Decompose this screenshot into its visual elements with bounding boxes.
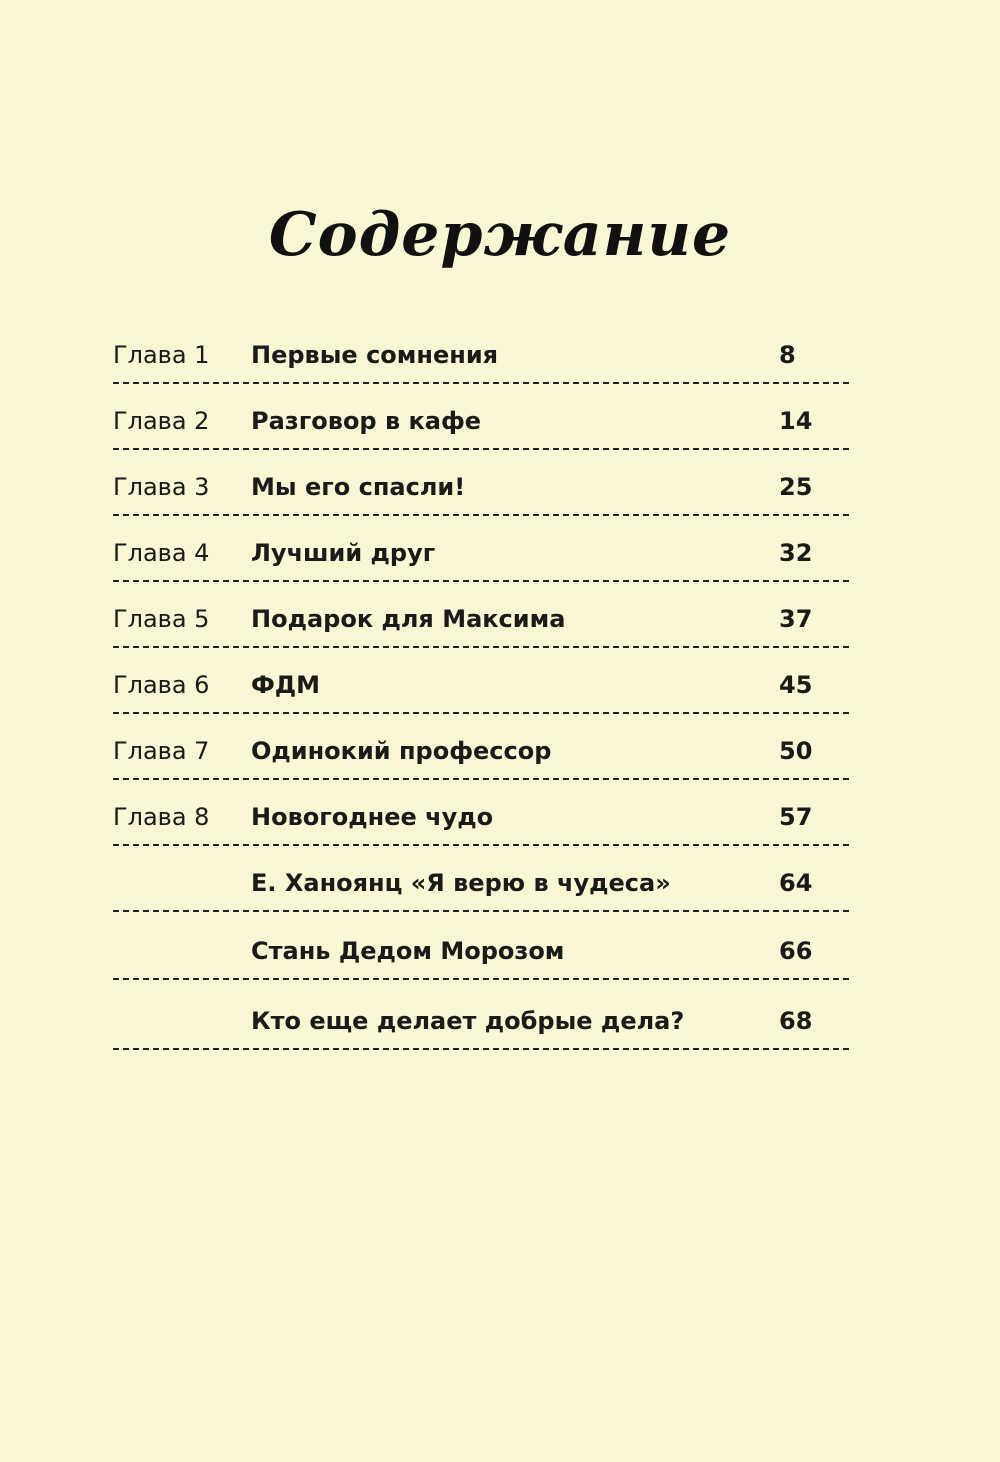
toc-chapter-label: Глава 1: [113, 341, 210, 369]
toc-entry-title: Лучший друг: [251, 539, 436, 567]
toc-row: [113, 318, 849, 384]
toc-chapter-label: Глава 3: [113, 473, 210, 501]
toc-entry-title: Мы его спасли!: [251, 473, 466, 501]
toc-chapter-label: Глава 2: [113, 407, 210, 435]
toc-entry-title: Е. Ханоянц «Я верю в чудеса»: [251, 869, 671, 897]
toc-chapter-label: Глава 6: [113, 671, 210, 699]
toc-entry-title: Разговор в кафе: [251, 407, 482, 435]
toc-chapter-label: Глава 5: [113, 605, 210, 633]
toc-chapter-label: Глава 8: [113, 803, 210, 831]
toc-page-number: 57: [779, 803, 813, 831]
toc-page-number: 14: [779, 407, 813, 435]
toc-entry-title: Кто еще делает добрые дела?: [251, 1007, 685, 1035]
toc-row: [113, 912, 849, 980]
toc-entry-title: Новогоднее чудо: [251, 803, 494, 831]
toc-row: [113, 450, 849, 516]
toc-row: [113, 780, 849, 846]
toc-page-number: 8: [779, 341, 796, 369]
toc-entry-title: Стань Дедом Морозом: [251, 937, 565, 965]
toc-entry-title: ФДМ: [251, 671, 321, 699]
toc-page-number: 50: [779, 737, 813, 765]
toc-row: [113, 714, 849, 780]
toc-page-number: 66: [779, 937, 813, 965]
toc-chapter-label: Глава 4: [113, 539, 210, 567]
toc-entry-title: Подарок для Максима: [251, 605, 566, 633]
table-of-contents: [113, 318, 849, 1050]
page-title: Содержание: [268, 200, 732, 270]
toc-row: [113, 582, 849, 648]
toc-chapter-label: Глава 7: [113, 737, 210, 765]
toc-page-number: 37: [779, 605, 813, 633]
toc-page-number: 64: [779, 869, 813, 897]
toc-page-number: 45: [779, 671, 813, 699]
toc-row: [113, 846, 849, 912]
toc-row: [113, 980, 849, 1050]
toc-entry-title: Одинокий профессор: [251, 737, 552, 765]
toc-row: [113, 384, 849, 450]
toc-page-number: 68: [779, 1007, 813, 1035]
toc-entry-title: Первые сомнения: [251, 341, 499, 369]
toc-page-number: 32: [779, 539, 813, 567]
toc-row: [113, 516, 849, 582]
toc-page-number: 25: [779, 473, 813, 501]
toc-row: [113, 648, 849, 714]
